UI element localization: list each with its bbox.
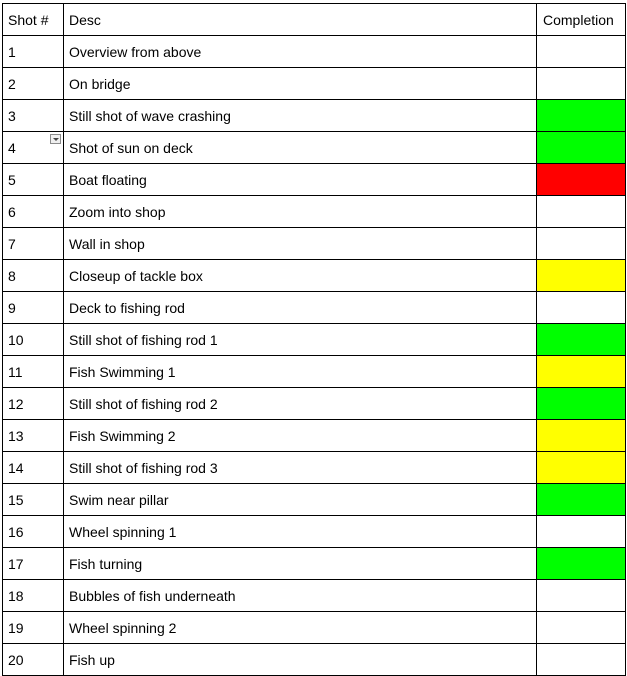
shot-number: 3 (8, 107, 16, 124)
shot-number: 7 (8, 235, 16, 252)
completion-status-cell[interactable] (537, 292, 626, 324)
description-cell[interactable]: Overview from above (64, 36, 537, 68)
table-row (3, 228, 626, 260)
shot-number-cell[interactable] (3, 292, 64, 324)
completion-status-cell[interactable] (537, 484, 626, 516)
shot-number: 12 (8, 395, 24, 412)
completion-status-cell[interactable] (537, 644, 626, 676)
completion-status-cell[interactable] (537, 420, 626, 452)
completion-status-cell[interactable] (537, 324, 626, 356)
shot-number: 17 (8, 555, 24, 572)
header-row (3, 4, 626, 36)
shot-number: 20 (8, 651, 24, 668)
completion-status-cell[interactable] (537, 36, 626, 68)
shot-number: 8 (8, 267, 16, 284)
header-desc[interactable]: Desc (64, 4, 537, 36)
shot-number: 14 (8, 459, 24, 476)
completion-status-cell[interactable] (537, 612, 626, 644)
completion-status-cell[interactable] (537, 580, 626, 612)
shot-number: 4 (8, 139, 16, 156)
description-cell[interactable]: Swim near pillar (64, 484, 537, 516)
shot-number-cell[interactable] (3, 484, 64, 516)
description-cell[interactable]: Bubbles of fish underneath (64, 580, 537, 612)
completion-status-cell[interactable] (537, 164, 626, 196)
shot-number-cell[interactable] (3, 420, 64, 452)
table-row (3, 580, 626, 612)
shot-number-cell[interactable] (3, 548, 64, 580)
table-row (3, 100, 626, 132)
completion-status-cell[interactable] (537, 452, 626, 484)
table-row (3, 68, 626, 100)
shot-number-cell[interactable] (3, 100, 64, 132)
table-row (3, 356, 626, 388)
description-cell[interactable]: Still shot of fishing rod 1 (64, 324, 537, 356)
shot-number: 11 (8, 363, 23, 380)
shot-number: 10 (8, 331, 24, 348)
shot-number: 16 (8, 523, 24, 540)
shot-number-cell[interactable] (3, 516, 64, 548)
shot-number: 15 (8, 491, 24, 508)
table-row (3, 516, 626, 548)
table-row (3, 452, 626, 484)
description-cell[interactable]: Closeup of tackle box (64, 260, 537, 292)
shot-number-cell[interactable] (3, 452, 64, 484)
table-row (3, 36, 626, 68)
completion-status-cell[interactable] (537, 388, 626, 420)
description-cell[interactable]: Fish Swimming 1 (64, 356, 537, 388)
table-row (3, 420, 626, 452)
shot-number-cell[interactable] (3, 132, 64, 164)
shot-number-cell[interactable] (3, 68, 64, 100)
completion-status-cell[interactable] (537, 516, 626, 548)
completion-status-cell[interactable] (537, 228, 626, 260)
shot-number: 13 (8, 427, 24, 444)
description-cell[interactable]: Deck to fishing rod (64, 292, 537, 324)
shot-number-cell[interactable] (3, 356, 64, 388)
description-cell[interactable]: Zoom into shop (64, 196, 537, 228)
table-body (3, 36, 626, 676)
description-cell[interactable]: Fish turning (64, 548, 537, 580)
table-row (3, 164, 626, 196)
description-cell[interactable]: Wall in shop (64, 228, 537, 260)
shot-number-cell[interactable] (3, 580, 64, 612)
header-completion[interactable]: Completion (537, 4, 626, 36)
description-cell[interactable]: Still shot of fishing rod 2 (64, 388, 537, 420)
description-cell[interactable]: Fish Swimming 2 (64, 420, 537, 452)
shot-number-cell[interactable] (3, 36, 64, 68)
table-row (3, 612, 626, 644)
table-row (3, 644, 626, 676)
table-row (3, 548, 626, 580)
shot-number-cell[interactable] (3, 324, 64, 356)
shot-number: 19 (8, 619, 24, 636)
table-row (3, 260, 626, 292)
table-row (3, 132, 626, 164)
description-cell[interactable]: Boat floating (64, 164, 537, 196)
shot-number-cell[interactable] (3, 388, 64, 420)
shot-number: 2 (8, 75, 16, 92)
shot-number: 9 (8, 299, 16, 316)
shot-number: 1 (8, 43, 16, 60)
shot-number-cell[interactable] (3, 196, 64, 228)
shot-number-cell[interactable] (3, 228, 64, 260)
description-cell[interactable]: Still shot of fishing rod 3 (64, 452, 537, 484)
description-cell[interactable]: Shot of sun on deck (64, 132, 537, 164)
header-shot[interactable]: Shot # (3, 4, 64, 36)
completion-status-cell[interactable] (537, 260, 626, 292)
description-cell[interactable]: Fish up (64, 644, 537, 676)
description-cell[interactable]: Wheel spinning 2 (64, 612, 537, 644)
completion-status-cell[interactable] (537, 132, 626, 164)
completion-status-cell[interactable] (537, 100, 626, 132)
completion-status-cell[interactable] (537, 356, 626, 388)
description-cell[interactable]: Still shot of wave crashing (64, 100, 537, 132)
shot-list-table (2, 3, 626, 676)
shot-number-cell[interactable] (3, 644, 64, 676)
completion-status-cell[interactable] (537, 68, 626, 100)
table-row (3, 324, 626, 356)
table-row (3, 484, 626, 516)
completion-status-cell[interactable] (537, 548, 626, 580)
shot-number: 18 (8, 587, 24, 604)
shot-number: 6 (8, 203, 16, 220)
description-cell[interactable]: On bridge (64, 68, 537, 100)
description-cell[interactable]: Wheel spinning 1 (64, 516, 537, 548)
shot-number: 5 (8, 171, 16, 188)
chevron-down-icon[interactable] (50, 134, 61, 144)
completion-status-cell[interactable] (537, 196, 626, 228)
table-row (3, 388, 626, 420)
table-row (3, 196, 626, 228)
shot-number-cell[interactable] (3, 612, 64, 644)
shot-number-cell[interactable] (3, 260, 64, 292)
table-row (3, 292, 626, 324)
shot-number-cell[interactable] (3, 164, 64, 196)
